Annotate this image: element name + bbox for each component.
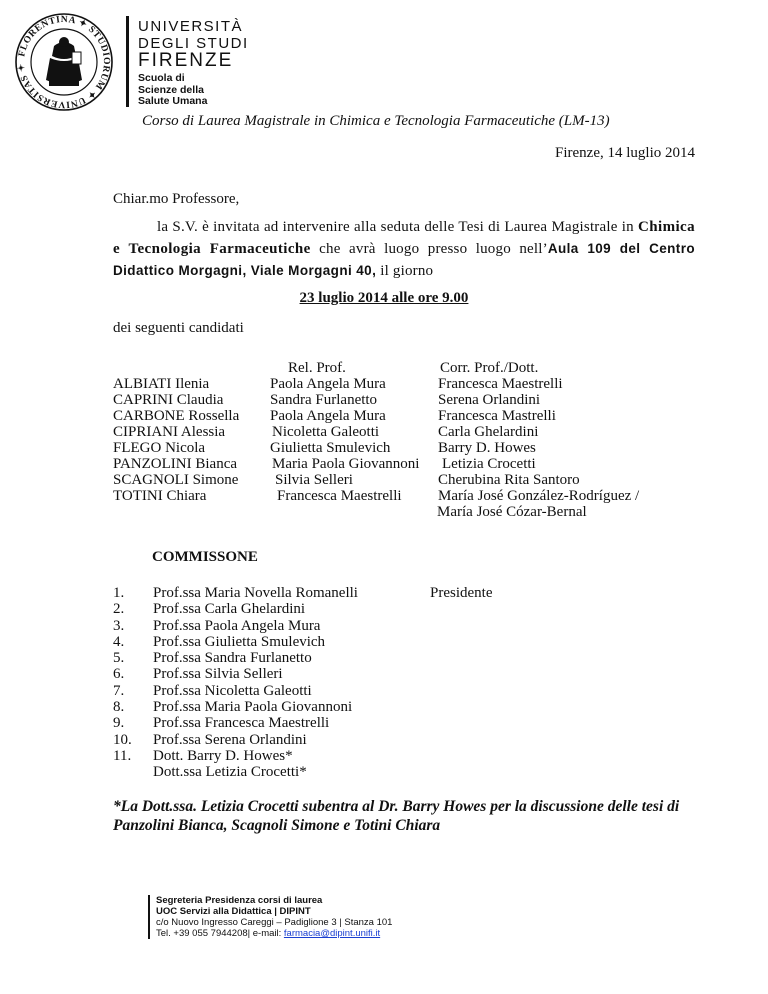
list-item: [113, 634, 358, 650]
member-name: Prof.ssa Maria Paola Giovannoni: [153, 699, 353, 716]
candidate-corr: Cherubina Rita Santoro: [438, 472, 580, 488]
candidate-corr: Serena Orlandini: [438, 392, 541, 408]
item-number: 8.: [113, 699, 125, 716]
candidate-name: TOTINI Chiara: [113, 488, 207, 504]
candidate-rel: Silvia Selleri: [275, 472, 353, 488]
member-name: Prof.ssa Silvia Selleri: [153, 666, 283, 683]
item-number: 3.: [113, 617, 125, 634]
member-name: Prof.ssa Francesca Maestrelli: [153, 715, 330, 732]
member-name: Prof.ssa Carla Ghelardini: [153, 601, 306, 618]
candidate-name: ALBIATI Ilenia: [113, 376, 210, 392]
member-name: Prof.ssa Nicoletta Galeotti: [153, 682, 312, 699]
candidate-corr: Francesca Maestrelli: [438, 376, 563, 392]
item-number: 7.: [113, 682, 125, 699]
course-title: Corso di Laurea Magistrale in Chimica e Tecnologia Farmaceutiche (LM-13): [142, 113, 610, 129]
candidate-corr: María José González-Rodríguez /: [438, 488, 640, 504]
member-name: Prof.ssa Serena Orlandini: [153, 731, 307, 748]
session-datetime: 23 luglio 2014 alle ore 9.00: [299, 290, 469, 306]
candidate-rel: Paola Angela Mura: [270, 376, 386, 392]
university-seal-logo: [14, 12, 114, 112]
list-item: [113, 748, 358, 764]
candidate-name: CIPRIANI Alessia: [113, 424, 226, 440]
invite-text-1: la S.V. è invitata ad intervenire alla seduta delle Tesi di Laurea Magistrale in: [157, 219, 639, 235]
item-number: 9.: [113, 715, 125, 732]
invite-degree: Chimica e Tecnologia Farmaceutiche: [113, 219, 695, 257]
candidate-rel: Giulietta Smulevich: [270, 440, 391, 456]
member-name: Dott.ssa Letizia Crocetti*: [153, 764, 307, 781]
member-name: Prof.ssa Giulietta Smulevich: [153, 633, 326, 650]
candidates-intro: dei seguenti candidati: [113, 320, 244, 336]
letter-date: Firenze, 14 luglio 2014: [555, 145, 695, 161]
list-item: [113, 618, 358, 634]
university-line-2: DEGLI STUDI: [138, 35, 249, 52]
invite-text-2: che avrà luogo presso luogo nell’: [310, 241, 548, 257]
salutation: Chiar.mo Professore,: [113, 191, 240, 207]
footer-line-1: Segreteria Presidenza corsi di laurea: [156, 895, 323, 906]
header-rel-prof: Rel. Prof.: [288, 360, 346, 376]
candidate-name: FLEGO Nicola: [113, 440, 206, 456]
school-line-1: Scuola di: [138, 72, 185, 84]
item-number: 5.: [113, 650, 125, 667]
logo-divider-bar: [126, 16, 129, 107]
candidate-corr: Letizia Crocetti: [442, 456, 536, 472]
university-name: [138, 18, 249, 69]
list-item: [113, 650, 358, 666]
footer-line-4: [156, 928, 392, 939]
commission-list: [113, 585, 358, 781]
item-number: 6.: [113, 666, 125, 683]
candidate-rel: Nicoletta Galeotti: [272, 424, 380, 440]
candidate-name: CAPRINI Claudia: [113, 392, 224, 408]
header-corr-prof: Corr. Prof./Dott.: [440, 360, 539, 376]
school-line-2: Scienze della: [138, 83, 204, 96]
list-item: [113, 683, 358, 699]
list-item: [113, 699, 358, 715]
candidate-name: SCAGNOLI Simone: [113, 472, 239, 488]
item-number: 10.: [113, 731, 132, 748]
footer-contact: [148, 895, 392, 939]
candidate-corr: Carla Ghelardini: [438, 424, 539, 440]
footer-line-2: UOC Servizi alla Didattica | DIPINT: [156, 906, 311, 917]
member-name: Prof.ssa Paola Angela Mura: [153, 617, 321, 634]
member-name: Dott. Barry D. Howes*: [153, 747, 293, 764]
candidate-corr: Barry D. Howes: [438, 440, 536, 456]
university-line-1: UNIVERSITÀ: [138, 18, 244, 35]
svg-text:FLORENTINA ✦ STUDIORUM ✦ UNIVE: FLORENTINA ✦ STUDIORUM ✦ UNIVERSITAS ✦: [16, 14, 112, 110]
university-line-3: FIRENZE: [138, 50, 234, 71]
item-number: 11.: [113, 747, 132, 764]
member-name: Prof.ssa Maria Novella Romanelli: [153, 585, 358, 601]
school-line-3: Salute Umana: [138, 95, 208, 107]
list-item: [113, 715, 358, 731]
invite-location: Aula 109 del Centro Didattico Morgagni, Viale Morgagni 40,: [113, 241, 696, 278]
substitution-note: *La Dott.ssa. Letizia Crocetti subentra al Dr. Barry Howes per la discussione delle tesi di Panzolini Bianca, Scagnoli Simone e Totini Chiara: [113, 798, 680, 834]
footer-phone: Tel. +39 055 7944208| e-mail:: [156, 928, 284, 939]
invitation-paragraph: [113, 216, 695, 282]
candidate-name: PANZOLINI Bianca: [113, 456, 238, 472]
invite-text-3: il giorno: [376, 263, 434, 279]
candidate-rel: Sandra Furlanetto: [270, 392, 378, 408]
candidate-corr: María José Cózar-Bernal: [437, 504, 587, 520]
footer-line-3: c/o Nuovo Ingresso Careggi – Padiglione 3 | Stanza 101: [156, 917, 393, 928]
list-item: [113, 585, 358, 601]
list-item: [113, 666, 358, 682]
commission-heading: COMMISSONE: [152, 549, 258, 565]
candidate-rel: Francesca Maestrelli: [277, 488, 402, 504]
candidate-rel: Maria Paola Giovannoni: [272, 456, 420, 472]
list-item: [113, 732, 358, 748]
item-number: 4.: [113, 633, 125, 650]
candidate-name: CARBONE Rossella: [113, 408, 240, 424]
item-number: 2.: [113, 601, 125, 618]
candidate-rel: Paola Angela Mura: [270, 408, 386, 424]
candidate-corr: Francesca Mastrelli: [438, 408, 556, 424]
list-item: [113, 764, 358, 780]
school-name: [138, 73, 207, 108]
member-name: Prof.ssa Sandra Furlanetto: [153, 650, 312, 667]
list-item: [113, 601, 358, 617]
item-number: 1.: [113, 585, 125, 601]
email-link[interactable]: farmacia@dipint.unifi.it: [283, 928, 381, 939]
president-label: Presidente: [430, 585, 493, 601]
